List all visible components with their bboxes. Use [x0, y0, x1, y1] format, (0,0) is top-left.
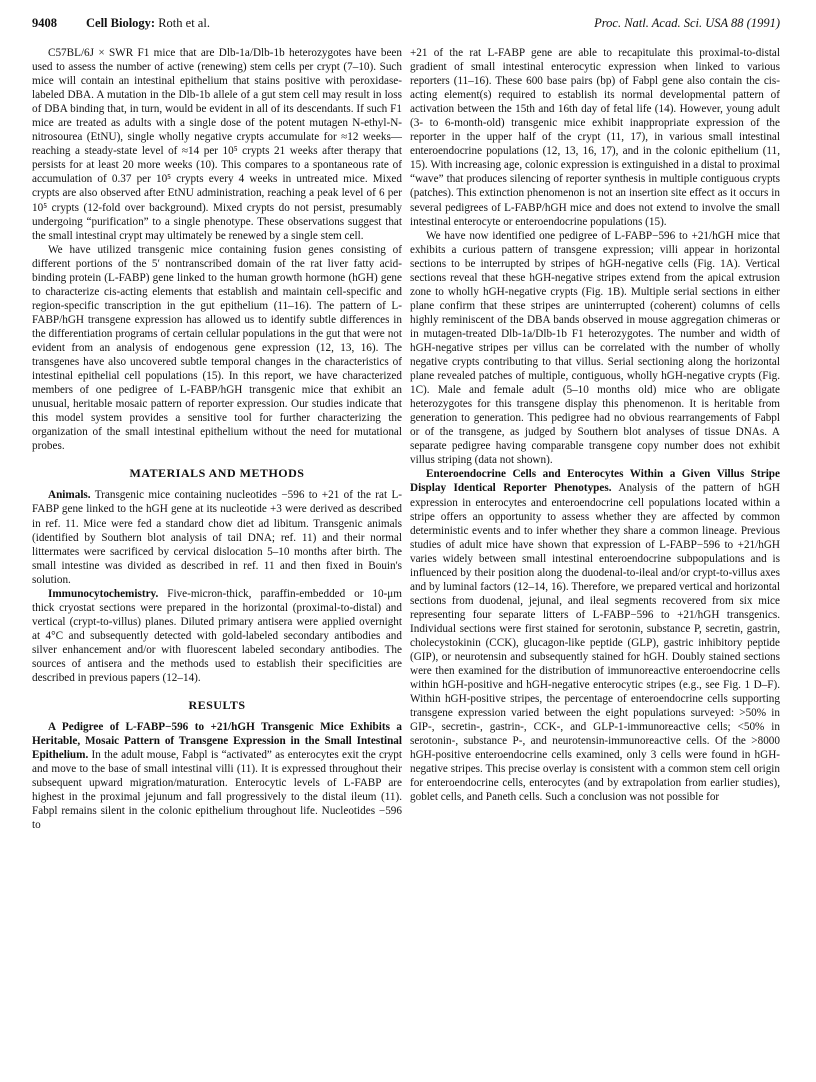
- results-paragraph-2: We have now identified one pedigree of L-FABP−596 to +21/hGH mice that exhibits a curious pattern of transgene expression; villi appear in horizontal sections to be interrupted by stripes of hGH-negative cells (Fig. 1A). Vertical sections reveal that these hGH-negative stripes extend from the apical extrusion zone to wholly hGH-negative crypts (Fig. 1B). Multiple serial sections in either plane confirm that these stripes are uninterrupted (coherent) columns of cells highly reminiscent of the DBA bands observed in mouse aggregation chimeras or in mutagen-treated Dlb-1a/Dlb-1b F1 heterozygotes. The number and width of hGH-negative stripes per villus can be correlated with the number of wholly negative crypts contributing to that villus. Serial sectioning along the horizontal plane revealed patches of multiple, contiguous, wholly hGH-negative crypts (Fig. 1C). Male and female adult (5–10 months old) mice who are obligate heterozygotes for this transgene display this phenomenon. It is heritable from generation to generation. This pedigree had no obvious rearrangements of Fabpl or of the transgene, as judged by Southern blot analyses of tissue DNAs. A separate pedigree having comparable transgene copy number does not exhibit villus striping (data not shown).: [410, 229, 780, 467]
- intro-paragraph-1: C57BL/6J × SWR F1 mice that are Dlb-1a/Dlb-1b heterozygotes have been used to assess the number of active (renewing) stem cells per crypt (7–10). Such mice will contain an intestinal epithelium that stains positive with peroxidase-labeled DBA. A mutation in the Dlb-1b allele of a gut stem cell may result in loss of DBA binding that, in turn, would be evident in all of its descendants. If such F1 mice are treated as adults with a single dose of the potent mutagen N-ethyl-N-nitrosourea (EtNU), single wholly negative crypts accumulate for ≈12 weeks—reaching a steady-state level of ≈14 per 10⁵ crypts 21 weeks after therapy that persists for at least 20 more weeks (10). This compares to a spontaneous rate of accumulation of 0.37 per 10⁵ crypts every 4 weeks in untreated mice. Mixed crypts are also observed after EtNU administration, reaching a peak level of 6 per 10⁵ crypts (12-fold over background). Mixed crypts do not persist, presumably undergoing “purification” to a single phenotype. These observations suggest that the small intestinal crypt may ultimately be renewed by a single stem cell.: [32, 47, 402, 242]
- animals-runin: Animals.: [48, 489, 91, 502]
- right-column: [410, 46, 780, 805]
- pedigree-paragraph: [32, 720, 402, 832]
- left-column: [32, 46, 402, 832]
- methods-heading: MATERIALS AND METHODS: [129, 466, 305, 481]
- animals-text: Transgenic mice containing nucleotides −596 to +21 of the rat L-FABP gene linked to the hGH gene at its nucleotide +3 were derived as described in ref. 11. Mice were fed a standard chow diet ad libitum. Transgenic animals (identified by Southern blot analysis of tail DNA; ref. 11) and their normal littermates were sacrificed by cervical dislocation 5–10 months after birth. The small intestine was divided as described in ref. 11 and then fixed in Bouin's solution.: [32, 489, 402, 586]
- animals-paragraph: [32, 488, 402, 586]
- authors: Roth et al.: [158, 16, 210, 30]
- entero-paragraph: [410, 467, 780, 804]
- running-head: [86, 16, 210, 31]
- section-label: Cell Biology:: [86, 16, 156, 30]
- immuno-text: Five-micron-thick, paraffin-embedded or 10-μm thick cryostat sections were prepared in the horizontal (proximal-to-distal) and vertical (crypt-to-villus) planes. Diluted primary antisera were applied overnight at 4°C and subsequently detected with gold-labeled secondary antibodies and silver enhancement and/or with fluorescent labeled secondary antibodies. The sources of antisera and the methods used to establish their specificities are described in previous papers (12–14).: [32, 587, 402, 685]
- page-header: [32, 16, 780, 36]
- pedigree-text: In the adult mouse, Fabpl is “activated” as enterocytes exit the crypt and move to the base of small intestinal villi (11). It is expressed throughout their subsequent upward migration/maturation. Enterocytic levels of L-FABP are highest in the proximal jejunum and fall progressively to the distal ileum (11). Fabpl remains silent in the colonic epithelium throughout life. Nucleotides −596 to: [32, 749, 402, 832]
- page-number: 9408: [32, 16, 57, 30]
- entero-runin: Enteroendocrine Cells and Enterocytes Within a Given Villus Stripe Display Identical Reporter Phenotypes.: [410, 468, 780, 495]
- results-heading: RESULTS: [188, 698, 246, 713]
- intro-paragraph-2: We have utilized transgenic mice containing fusion genes consisting of different portions of the 5′ nontranscribed domain of the rat liver fatty acid-binding protein (L-FABP) gene linked to the human growth hormone (hGH) gene to characterize cis-acting elements that establish and maintain cell-specific and region-specific transcription in the gut epithelium (11–16). The pattern of L-FABP/hGH transgene expression has allowed us to identify subtle differences in the differentiation programs of certain cellular populations in the gut that were not evident from an analysis of endogenous gene expression (12, 13, 16). The transgenes have also uncovered subtle temporal changes in the characteristics of intestinal epithelial cell populations (15). In this report, we have characterized members of one pedigree of L-FABP/hGH transgenic mice that exhibit an unusual, heritable mosaic pattern of reporter expression. Our studies indicate that this model system provides a sensitive tool for further characterizing the organization of the small intestinal epithelium without the need for mutational probes.: [32, 243, 402, 453]
- entero-text: Analysis of the pattern of hGH expression in enterocytes and enteroendocrine cell populations located within a stripe offers an opportunity to assess whether they are affected by common deterministic events and to infer whether they share a common lineage. Previous studies of adult mice have shown that expression of L-FABP−596 to +21/hGH varies widely between small intestinal enteroendocrine subpopulations and is influenced by their position along the duodenal-to-ileal and/or crypt-to-villus axes and by luminal factors (12–14, 16). Therefore, we prepared vertical and horizontal sections from duodenal, jejunal, and ileal segments recovered from six mice representing four separate litters of L-FABP−596 to +21/hGH transgenics. Individual sections were first stained for serotonin, substance P, secretin, gastrin, cholecystokinin (CCK), glucagon-like peptide (GLP), gastric inhibitory peptide (GIP), or neurotensin and subsequently stained for hGH. Doubly stained sections were then examined for the distribution of immunoreactive enteroendocrine cells within hGH-positive and hGH-negative enterocytic stripes (e.g., see Fig. 1 D–F). Within hGH-positive stripes, the percentage of enteroendocrine cells supporting transgene expression varied between the eight populations surveyed: >50% in GIP-, secretin-, gastrin-, CCK-, and GLP-1-immunoreactive cells; <50% in serotonin-, substance P-, and neurotensin-immunoreactive cells. Of the >8000 hGH-positive enteroendocrine cells examined, only 3 cells were found in hGH-negative stripes. This precise overlay is consistent with a common stem cell origin for enteroendocrine cells, enterocytes (and by extrapolation from earlier studies), goblet cells, and Paneth cells. Such a conclusion was not possible for: [410, 482, 780, 804]
- pedigree-runin: A Pedigree of L-FABP−596 to +21/hGH Transgenic Mice Exhibits a Heritable, Mosaic Pattern of Transgene Expression in the Small Intestinal Epithelium.: [32, 721, 402, 762]
- results-paragraph-1: +21 of the rat L-FABP gene are able to recapitulate this proximal-to-distal gradient of small intestinal enterocytic expression when linked to various reporters (11–16). These 600 base pairs (bp) of Fabpl gene also contain the cis-acting element(s) required to establish its normal developmental pattern of activation between the 15th and 16th day of fetal life (14). However, young adult (3- to 6-month-old) transgenic mice exhibit inappropriate expression of the reporter in the upper half of the crypt (11, 17), in various small intestinal enteroendocrine populations (12, 13, 16, 17), and in the colonic epithelium (11, 15). With increasing age, colonic expression is extinguished in a distal to proximal “wave” that produces silencing of reporter synthesis in multiple contiguous crypts (patches). This extinction phenomenon is not an insertion site effect as it occurs in several pedigrees of L-FABP/hGH mice and does not extend to involve the small intestinal enterocyte or enteroendocrine populations (15).: [410, 47, 780, 228]
- journal-citation: Proc. Natl. Acad. Sci. USA 88 (1991): [594, 16, 780, 30]
- immuno-paragraph: [32, 587, 402, 685]
- immuno-runin: Immunocytochemistry.: [48, 587, 159, 600]
